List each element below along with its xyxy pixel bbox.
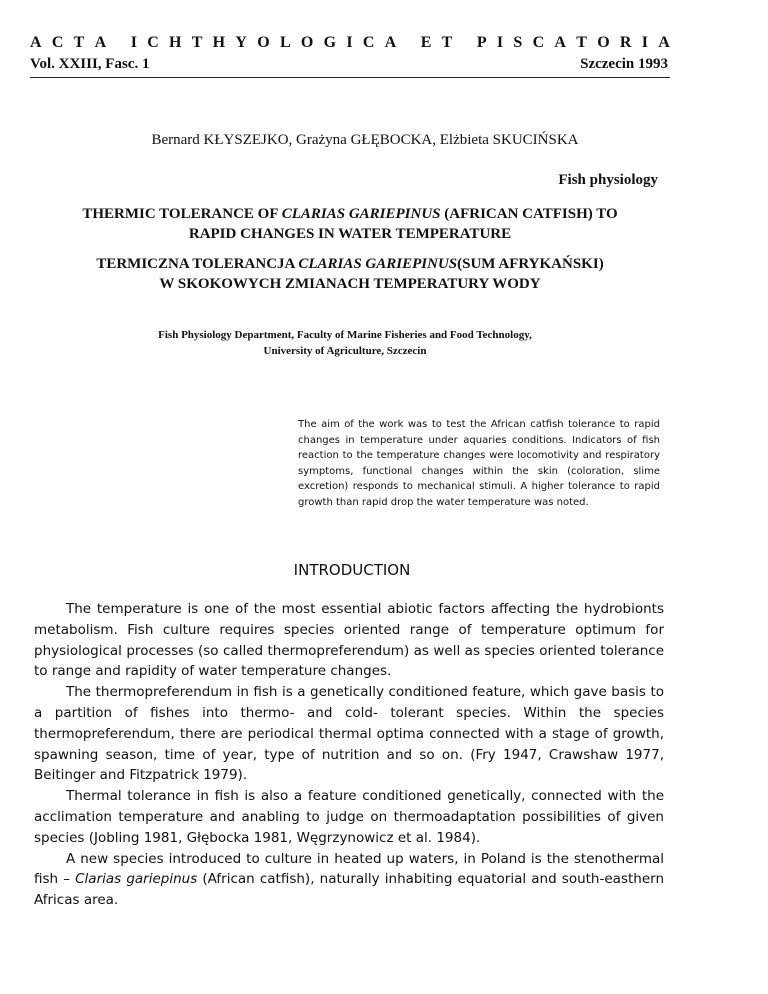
journal-letter: S (513, 34, 523, 51)
title-polish (40, 254, 660, 294)
paragraph: The thermopreferendum in fish is a genetically conditioned feature, which gave basis to a partition of fishes into thermo- and cold- tolerant species. Within the species thermopreferendum, there are periodical thermal optima connected with a stage of growth, spawning season, time of year, type of nutrition and so on. (Fry 1947, Crawshaw 1977, Beitinger and Fitzpatrick 1979). (34, 684, 664, 784)
journal-letter: H (212, 34, 226, 51)
species-name: CLARIAS GARIEPINUS (298, 256, 458, 272)
paragraph (34, 849, 664, 911)
journal-letter: O (300, 34, 314, 51)
title-polish-line-1 (40, 254, 660, 274)
journal-letter: A (554, 34, 566, 51)
journal-letter: I (346, 34, 353, 51)
paragraph-text: (African catfish), naturally inhabiting equatorial and south-easthern Africas area. (34, 871, 664, 909)
header-rule (30, 77, 670, 78)
journal-letter: C (147, 34, 159, 51)
title-polish-line-2: W SKOKOWYCH ZMIANACH TEMPERATURY WODY (159, 276, 541, 292)
species-name: CLARIAS GARIEPINUS (281, 206, 441, 222)
volume-info: Vol. XXIII, Fasc. 1 (30, 56, 150, 72)
section-heading: INTRODUCTION (293, 561, 411, 579)
journal-letter: E (420, 34, 432, 51)
journal-letter: I (496, 34, 504, 51)
journal-letter: A (384, 34, 397, 51)
journal-letter (406, 34, 410, 52)
journal-letter: T (441, 34, 453, 51)
title-english (40, 204, 660, 244)
journal-letter: P (476, 34, 487, 51)
journal-letter: I (130, 34, 137, 51)
authors: Bernard KŁYSZEJKO, Grażyna GŁĘBOCKA, Elżbieta SKUCIŃSKA (151, 132, 579, 148)
journal-letter: A (30, 34, 42, 51)
title-english-line-1 (40, 204, 660, 224)
journal-letter: O (257, 34, 270, 51)
journal-letter: I (641, 34, 648, 51)
journal-letter: H (169, 34, 182, 51)
paragraph-text: A new species introduced to culture in heated up waters, in Poland is the stenothermal fish – (34, 850, 664, 888)
journal-letter: G (323, 34, 337, 51)
species-name: Clarias gariepinus (75, 871, 198, 888)
journal-letter: L (279, 34, 291, 51)
title-text: TERMICZNA TOLERANCJA (96, 256, 295, 272)
paragraph: Thermal tolerance in fish is also a feature conditioned genetically, connected with the acclimation temperature and anabling to judge on thermoadaptation possibilities of given species (Jobling 1981, Głębocka 1981, Węgrzynowicz et al. 1984). (34, 788, 664, 846)
journal-letter: C (532, 34, 545, 51)
place-year: Szczecin 1993 (580, 56, 668, 72)
journal-letter: R (619, 34, 632, 51)
journal-letter: A (94, 34, 107, 51)
title-text: THERMIC TOLERANCE OF (82, 206, 278, 222)
paragraph: The temperature is one of the most essential abiotic factors affecting the hydrobionts metabolism. Fish culture requires species oriented range of temperature optimum for physiological processes (so called thermopreferendum) as well as species oriented tolerance to range and rapidity of water temperature changes. (34, 601, 664, 680)
journal-letter: A (658, 34, 670, 51)
affiliation-line-1: Fish Physiology Department, Faculty of Marine Fisheries and Food Technology, (158, 329, 532, 341)
journal-letter: T (576, 34, 587, 51)
journal-letter: T (191, 34, 203, 51)
journal-letter (116, 34, 120, 52)
journal-letter: C (51, 34, 64, 51)
body-text (34, 599, 664, 911)
title-text: (AFRICAN CATFISH) TO (444, 206, 618, 222)
title-english-line-2: RAPID CHANGES IN WATER TEMPERATURE (188, 226, 512, 242)
journal-letter: Y (235, 34, 247, 51)
journal-letter: C (362, 34, 375, 51)
title-text: (SUM AFRYKAŃSKI) (457, 256, 604, 272)
journal-letter: T (73, 34, 85, 51)
journal-letter: O (597, 34, 610, 51)
category-label: Fish physiology (558, 172, 658, 188)
journal-title (30, 34, 670, 52)
affiliation (40, 327, 650, 359)
journal-letter (463, 34, 467, 52)
abstract: The aim of the work was to test the African catfish tolerance to rapid changes in temperature under aquaries conditions. Indicators of fish reaction to the temperature changes were locomotivity and respiratory symptoms, functional changes within the skin (coloration, slime excretion) responds to mechanical stimuli. A higher tolerance to rapid growth than rapid drop the water temperature was noted. (298, 419, 660, 508)
affiliation-line-2: University of Agriculture, Szczecin (263, 345, 427, 357)
